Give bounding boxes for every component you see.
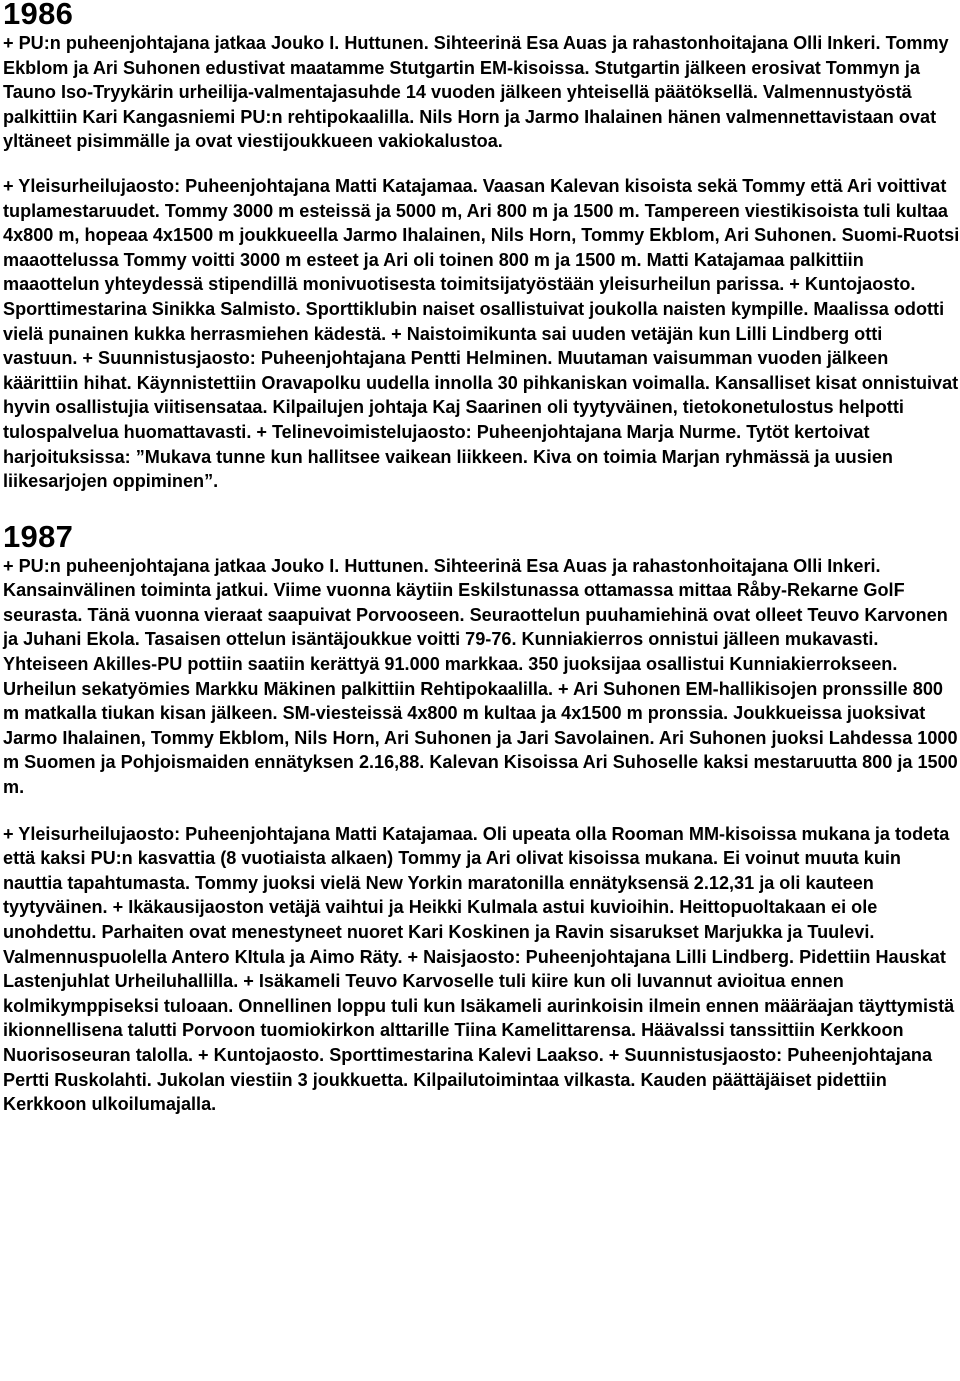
spacer	[3, 154, 960, 174]
section-1987	[3, 520, 960, 1117]
paragraph: + Yleisurheilujaosto: Puheenjohtajana Matti Katajamaa. Oli upeata olla Rooman MM-kisoissa mukana ja todeta että kaksi PU:n kasvattia (8 vuotiaista alkaen) Tommy ja Ari olivat kisoissa mukana. Ei voinut muuta kuin nauttia tapahtumasta. Tommy juoksi vielä New Yorkin maratonilla ennätyksensä 2.12,31 ja oli kauteen tyytyväinen. + Ikäkausijaoston vetäjä vaihtui ja Heikki Kulmala astui kuvioihin. Heittopuoltakaan ei ole unohdettu. Parhaiten ovat menestyneet nuoret Kari Koskinen ja Ravin sisarukset Marjukka ja Tuulevi. Valmennuspuolella Antero KItula ja Aimo Räty. + Naisjaosto: Puheenjohtajana Lilli Lindberg. Pidettiin Hauskat Lastenjuhlat Urheiluhallilla. + Isäkameli Teuvo Karvoselle tuli kiire kun oli luvannut avioitua ennen kolmikymppiseksi tuloaan. Onnellinen loppu tuli kun Isäkameli aurinkoisin ilmein ennen määräajan täyttymistä ikionnellisena talutti Porvoon tuomiokirkon alttarille Tiina Kamelittarensa. Häävalssi tanssittiin Kerkkoon Nuorisoseuran talolla. + Kuntojaosto. Sporttimestarina Kalevi Laakso. + Suunnistusjaosto: Puheenjohtajana Pertti Ruskolahti. Jukolan viestiin 3 joukkuetta. Kilpailutoimintaa vilkasta. Kauden päättäjäiset pidettiin Kerkkoon ulkoilumajalla.	[3, 823, 955, 1115]
spacer	[3, 800, 960, 822]
year-heading: 1987	[3, 518, 74, 554]
spacer	[3, 494, 960, 520]
section-1986	[3, 0, 960, 494]
paragraph: + Yleisurheilujaosto: Puheenjohtajana Matti Katajamaa. Vaasan Kalevan kisoista sekä Tommy että Ari voittivat tuplamestaruudet. Tommy 3000 m esteissä ja 5000 m, Ari 800 m ja 1500 m. Tampereen viestikisoista tuli kultaa 4x800 m, hopeaa 4x1500 m joukkueella Jarmo Ihalainen, Nils Horn, Tommy Ekblom, Ari Suhonen. Suomi-Ruotsi maaottelussa Tommy voitti 3000 m esteet ja Ari oli toinen 800 m ja 1500 m. Matti Katajamaa palkittiin maaottelun yhteydessä stipendillä monivuotisesta toimitsijatyöstään yleisurheilun parissa. + Kuntojaosto. Sporttimestarina Sinikka Salmisto. Sporttiklubin naiset osallistuivat joukolla naisten kympille. Maalissa odotti vielä punainen kukka herrasmiehen kädestä. + Naistoimikunta sai uuden vetäjän kun Lilli Lindberg otti vastuun. + Suunnistusjaosto: Puheenjohtajana Pentti Helminen. Muutaman vaisumman vuoden jälkeen käärittiin hihat. Käynnistettiin Oravapolku uudella innolla 30 pihkaniskan voimalla. Kansalliset kisat onnistuivat hyvin osallistujia viitisensataa. Kilpailujen johtaja Kaj Saarinen oli tyytyväinen, tietokonetulostus helpotti tulospalvelua huomattavasti. + Telinevoimistelujaosto: Puheenjohtajana Marja Nurme. Tytöt kertoivat harjoituksissa: ”Mukava tunne kun hallitsee vaikean liikkeen. Kiva on toimia Marjan ryhmässä ja uusien liikesarjojen oppiminen”.	[3, 175, 960, 492]
paragraph: + PU:n puheenjohtajana jatkaa Jouko I. Huttunen. Sihteerinä Esa Auas ja rahastonhoitajana Olli Inkeri. Kansainvälinen toiminta jatkui. Viime vuonna käytiin Eskilstunassa ottamassa mittaa Råby-Rekarne GolF seurasta. Tänä vuonna vieraat saapuivat Porvooseen. Seuraottelun puuhamiehinä ovat olleet Teuvo Karvonen ja Juhani Ekola. Tasaisen ottelun isäntäjoukkue voitti 79-76. Kunniakierros onnistui jälleen mukavasti. Yhteiseen Akilles-PU pottiin saatiin kerättyä 91.000 markkaa. 350 juoksijaa osallistui Kunniakierrokseen. Urheilun sekatyömies Markku Mäkinen palkittiin Rehtipokaalilla. + Ari Suhonen EM-hallikisojen pronssille 800 m matkalla tiukan kisan jälkeen. SM-viesteissä 4x800 m kultaa ja 4x1500 m pronssia. Joukkueissa juoksivat Jarmo Ihalainen, Tommy Ekblom, Nils Horn, Ari Suhonen ja Jari Savolainen. Ari Suhonen juoksi Lahdessa 1000 m Suomen ja Pohjoismaiden ennätyksen 2.16,88. Kalevan Kisoissa Ari Suhoselle kaksi mestaruutta 800 ja 1500 m.	[3, 555, 958, 798]
year-heading: 1986	[3, 0, 74, 31]
paragraph: + PU:n puheenjohtajana jatkaa Jouko I. Huttunen. Sihteerinä Esa Auas ja rahastonhoitajana Olli Inkeri. Tommy Ekblom ja Ari Suhonen edustivat maatamme Stutgartin EM-kisoissa. Stutgartin jälkeen erosivat Tommyn ja Tauno Iso-Tryykärin urheilija-valmentajasuhde 14 vuoden jälkeen yhteisellä päätöksellä. Valmennustyöstä palkittiin Kari Kangasniemi PU:n rehtipokaalilla. Nils Horn ja Jarmo Ihalainen hänen valmennettavistaan ovat yltäneet pisimmälle ja ovat viestijoukkueen vakiokalustoa.	[3, 33, 949, 152]
